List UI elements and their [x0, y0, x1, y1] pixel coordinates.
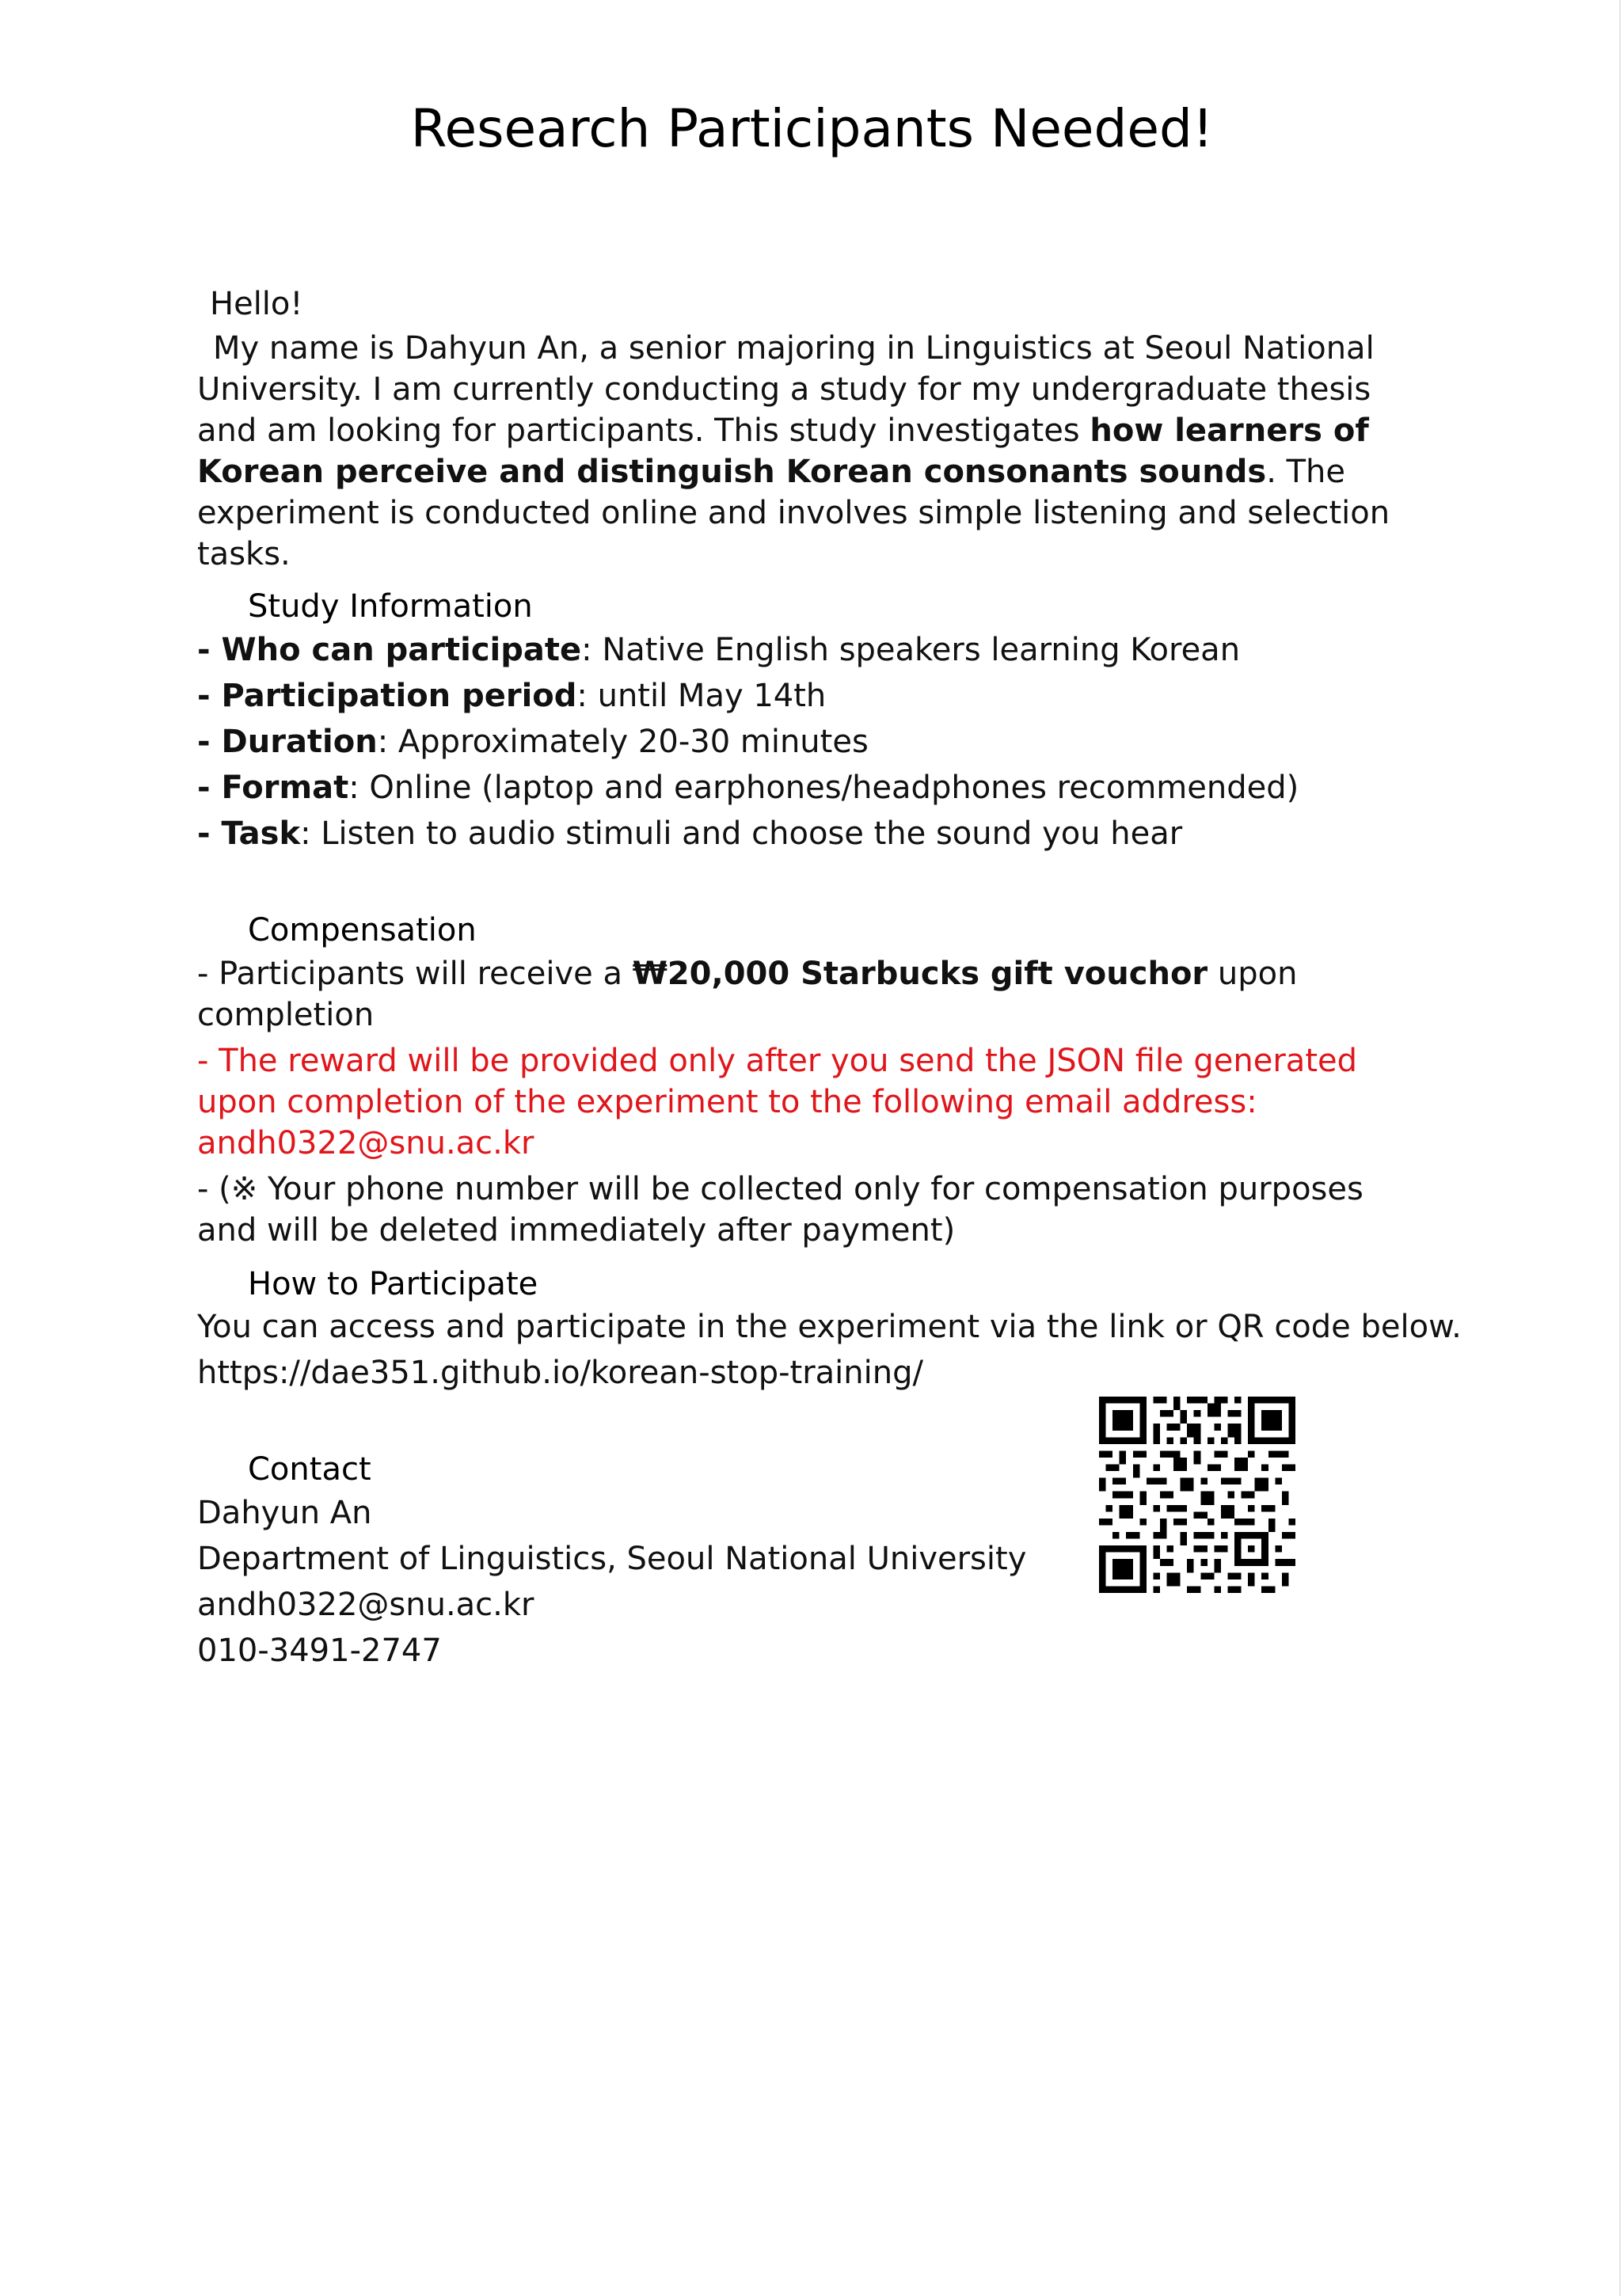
page-title: Research Participants Needed! — [410, 98, 1214, 159]
study-info-label: Who can participate — [221, 632, 582, 668]
reward-condition-notice: - The reward will be provided only after you send the JSON file generated upon completion of the experiment to the following email address: andh0322@snu.ac.kr — [197, 1043, 1357, 1161]
study-info-item-format: - Format: Online (laptop and earphones/headphones recommended) — [197, 770, 1299, 806]
contact-department: Department of Linguistics, Seoul National University — [197, 1541, 1027, 1577]
voucher-amount: ₩20,000 Starbucks gift vouchor — [632, 956, 1208, 992]
privacy-notice: - (※ Your phone number will be collected only for compensation purposes and will be deleted immediately after payment) — [197, 1171, 1363, 1249]
study-info-label: Participation period — [221, 678, 577, 714]
compensation-section — [197, 953, 1432, 1256]
compensation-reward-line — [197, 953, 1432, 1036]
compensation-heading: Compensation — [248, 912, 477, 948]
participate-heading: How to Participate — [248, 1266, 538, 1302]
intro-paragraph — [197, 328, 1432, 575]
study-info-item-task: - Task: Listen to audio stimuli and choose the sound you hear — [197, 815, 1183, 852]
study-info-item-who: - Who can participate: Native English speakers learning Korean — [197, 632, 1241, 668]
study-info-item-period: - Participation period: until May 14th — [197, 678, 827, 714]
qr-code-icon[interactable] — [1099, 1397, 1295, 1593]
contact-name: Dahyun An — [197, 1495, 372, 1531]
study-info-value: Listen to audio stimuli and choose the sound you hear — [310, 815, 1183, 852]
study-info-heading: Study Information — [248, 588, 533, 625]
study-info-value: Online (laptop and earphones/headphones recommended) — [359, 770, 1299, 806]
contact-heading: Contact — [248, 1451, 371, 1488]
study-info-value: Native English speakers learning Korean — [591, 632, 1241, 668]
compensation-text: - Participants will receive a — [197, 956, 633, 992]
experiment-link[interactable]: https://dae351.github.io/korean-stop-training/ — [197, 1355, 923, 1391]
study-info-value: until May 14th — [587, 678, 827, 714]
study-info-label: Duration — [221, 724, 378, 760]
intro-text-part2: . The experiment is conducted online and involves simple listening and selection tasks. — [197, 454, 1390, 572]
page-edge-divider — [1619, 0, 1621, 2296]
compensation-text: upon completion — [197, 956, 1298, 1033]
contact-phone: 010-3491-2747 — [197, 1633, 442, 1669]
contact-email[interactable]: andh0322@snu.ac.kr — [197, 1587, 534, 1623]
study-info-label: Task — [221, 815, 301, 852]
participate-text: You can access and participate in the experiment via the link or QR code below. — [197, 1309, 1462, 1345]
greeting-text: Hello! — [210, 286, 303, 322]
contact-list — [197, 1490, 1026, 1674]
study-info-value: Approximately 20-30 minutes — [388, 724, 869, 760]
study-info-label: Format — [221, 770, 349, 806]
intro-section — [197, 283, 1432, 575]
intro-text-bold: how learners of Korean perceive and distinguish Korean consonants sounds — [197, 412, 1369, 490]
intro-text-part1: My name is Dahyun An, a senior majoring in Linguistics at Seoul National University. I am currently conducting a study for my undergraduate thesis and am looking for participants. This study investigates — [197, 330, 1375, 449]
study-info-item-duration: - Duration: Approximately 20-30 minutes — [197, 724, 869, 760]
study-info-list — [197, 627, 1432, 857]
